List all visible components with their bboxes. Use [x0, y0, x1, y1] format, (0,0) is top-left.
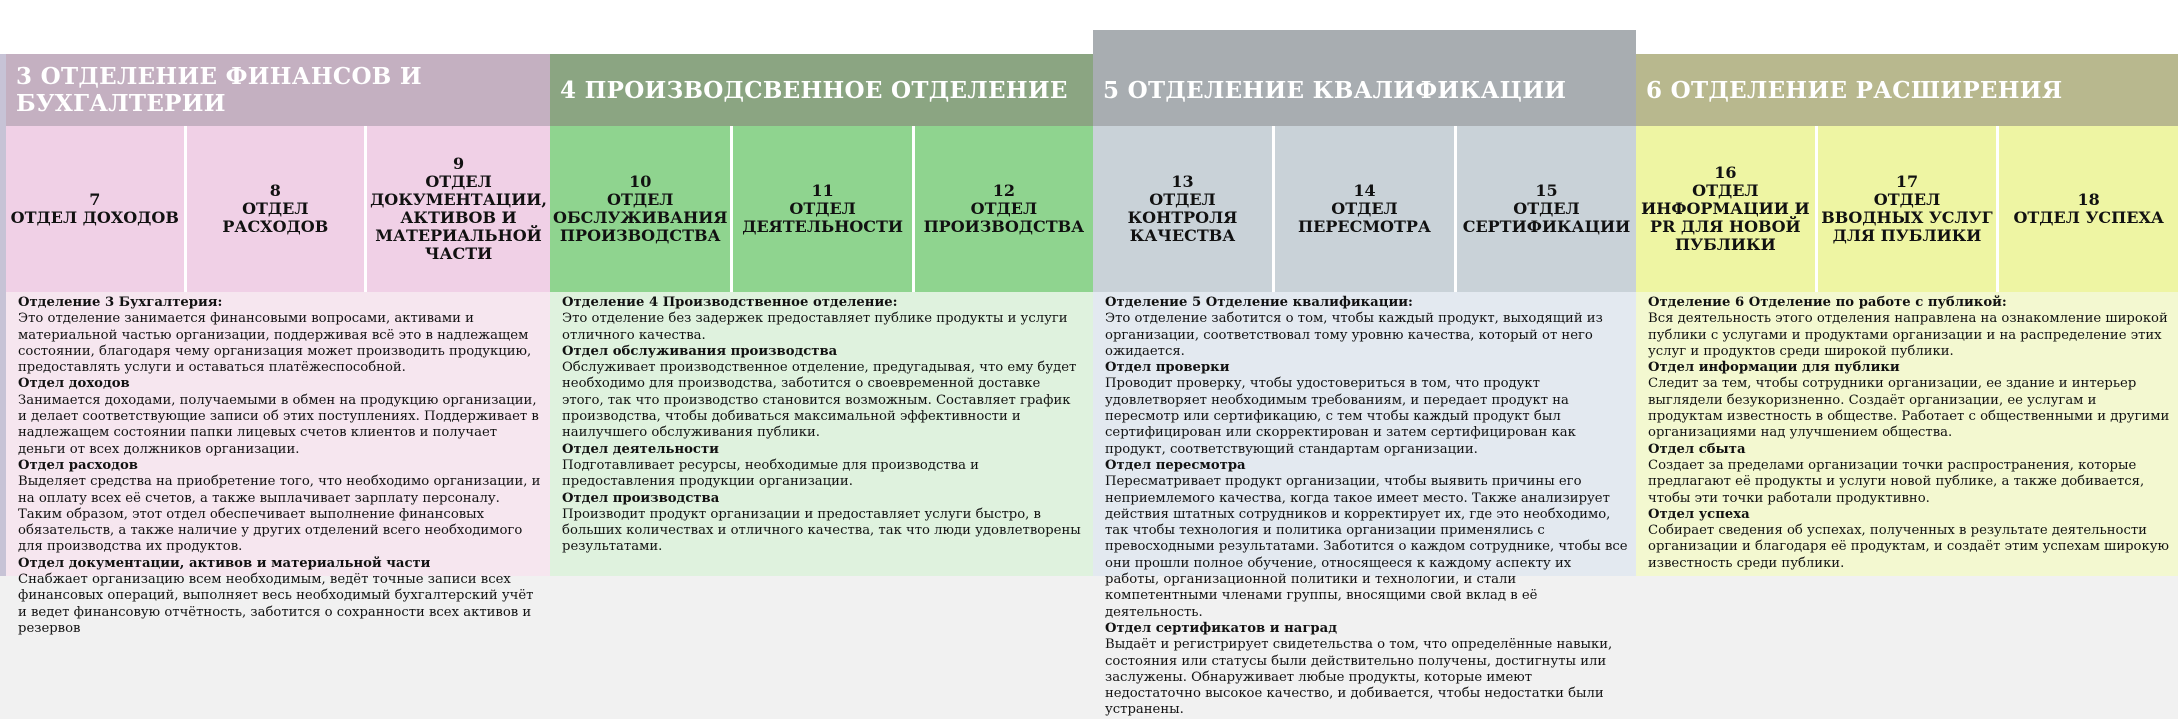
description-text: Это отделение без задержек предоставляет публике продукты и услуги отличного качества.: [562, 311, 1068, 343]
section-title: 4 ПРОИЗВОДСВЕННОЕ ОТДЕЛЕНИЕ: [550, 54, 1093, 126]
description-text: Снабжает организацию всем необходимым, ведёт точные записи всех финансовых операций, выполняет весь необходимый бухгалтерский учёт и ведет финансовую отчётность, заботится о сохранности всех активов и резервов: [18, 572, 534, 636]
description-text: Занимается доходами, получаемыми в обмен на продукцию организации, и делает соответствующие записи об этих поступлениях. Поддерживает в надлежащем состоянии папки лицевых счетов клиентов и получает деньги от всех должников организации.: [18, 392, 539, 457]
department-number: 13: [1171, 172, 1194, 191]
department-12: [915, 126, 1093, 292]
department-14: [1275, 126, 1457, 292]
department-number: 17: [1895, 172, 1919, 191]
department-name: ОТДЕЛ ДОХОДОВ: [10, 208, 179, 227]
description-heading: Отдел документации, активов и материальной части: [18, 555, 431, 571]
description-heading: Отдел сертификатов и наград: [1105, 620, 1337, 636]
description-heading: Отделение 6 Отделение по работе с публикой:: [1648, 295, 2007, 310]
department-row: [1093, 126, 1636, 292]
description-text: Проводит проверку, чтобы удостовериться в том, что продукт удовлетворяет необходимым требованиям, и передает продукт на пересмотр или сертификацию, с тем чтобы каждый продукт был сертифицирован или скорректирован и затем сертифицирован как продукт, соответствующий стандартам организации.: [1105, 376, 1576, 457]
description-text: Это отделение занимается финансовыми вопросами, активами и материальной частью организации, поддерживая всё это в надлежащем состоянии, благодаря чему организация может производить продукцию, предоставлять услуги и оставаться платёжеспособной.: [18, 311, 532, 376]
section-production: [550, 54, 1093, 576]
section-title: 5 ОТДЕЛЕНИЕ КВАЛИФИКАЦИИ: [1093, 30, 1636, 126]
section-description: [550, 292, 1093, 576]
section-description: [1636, 292, 2178, 576]
department-number: 9: [452, 154, 465, 173]
section-description: [1093, 292, 1636, 718]
department-number: 16: [1714, 163, 1737, 182]
department-name: ОТДЕЛ РАСХОДОВ: [222, 199, 329, 236]
description-text: Вся деятельность этого отделения направлена на ознакомление широкой публики с услугами и продуктами организации и на распределение этих услуг и продуктов среди широкой публики.: [1648, 311, 2168, 359]
description-heading: Отдел пересмотра: [1105, 457, 1246, 473]
department-row: [1636, 126, 2178, 292]
department-15: [1457, 126, 1636, 292]
department-number: 18: [2077, 190, 2100, 209]
department-name: ОТДЕЛ КОНТРОЛЯ КАЧЕСТВА: [1127, 190, 1238, 245]
department-name: ОТДЕЛ ДЕЯТЕЛЬНОСТИ: [742, 199, 904, 236]
description-text: Подготавливает ресурсы, необходимые для производства и предоставления продукции организации.: [562, 457, 979, 490]
department-number: 10: [629, 172, 652, 191]
department-8: [187, 126, 368, 292]
section-expansion: [1636, 54, 2178, 576]
department-7: [6, 126, 187, 292]
department-name: ОТДЕЛ ОБСЛУЖИВАНИЯ ПРОИЗВОДСТВА: [553, 190, 728, 245]
top-strip: [0, 0, 2178, 54]
department-10: [550, 126, 733, 292]
department-name: ОТДЕЛ ПЕРЕСМОТРА: [1298, 199, 1431, 236]
description-heading: Отдел успеха: [1648, 506, 1750, 522]
description-heading: Отдел деятельности: [562, 441, 719, 457]
description-text: Обслуживает производственное отделение, предугадывая, что ему будет необходимо для производства, заботится о своевременной доставке этого, так что производство становится возможным. Составляет график производства, чтобы добиваться максимальной эффективности и наилучшего обслуживания публики.: [562, 360, 1077, 441]
department-number: 12: [992, 181, 1016, 200]
section-title: 6 ОТДЕЛЕНИЕ РАСШИРЕНИЯ: [1636, 54, 2178, 126]
description-text: Следит за тем, чтобы сотрудники организации, ее здание и интерьер выглядели безукоризненно. Создаёт организации, ее услугам и продуктам известность в обществе. Работает с общественными и другими организациями над улучшением общества.: [1648, 376, 2170, 441]
department-number: 7: [89, 190, 101, 209]
department-row: [6, 126, 550, 292]
department-11: [733, 126, 914, 292]
department-number: 11: [811, 181, 834, 200]
department-number: 15: [1535, 181, 1558, 200]
department-name: ОТДЕЛ УСПЕХА: [2013, 208, 2164, 227]
description-heading: Отделение 4 Производственное отделение:: [562, 295, 898, 310]
description-text: Выделяет средства на приобретение того, что необходимо организации, и на оплату всех её счетов, а также выплачивает зарплату персоналу. Таким образом, этот отдел обеспечивает выполнение финансовых обязательств, а также наличие у других отделений всего необходимого для производства их продуктов.: [18, 474, 541, 555]
department-13: [1093, 126, 1275, 292]
department-name: ОТДЕЛ ДОКУМЕНТАЦИИ, АКТИВОВ И МАТЕРИАЛЬНОЙ ЧАСТИ: [370, 172, 547, 263]
department-name: ОТДЕЛ ВВОДНЫХ УСЛУГ ДЛЯ ПУБЛИКИ: [1821, 190, 1993, 245]
description-text: Выдаёт и регистрирует свидетельства о том, что определённые навыки, состояния или статусы были действительно получены, достигнуты или заслужены. Обнаруживает любые продукты, которые имеют недостаточно высокое качество, и добивается, чтобы недостатки были устранены.: [1105, 637, 1613, 718]
department-18: [1999, 126, 2178, 292]
description-text: Собирает сведения об успехах, полученных в результате деятельности организации и благодаря её продуктам, и создаёт этим успехам широкую известность среди публики.: [1648, 523, 2169, 571]
department-name: ОТДЕЛ СЕРТИФИКАЦИИ: [1462, 199, 1631, 236]
section-title: 3 ОТДЕЛЕНИЕ ФИНАНСОВ И БУХГАЛТЕРИИ: [6, 54, 550, 126]
description-heading: Отделение 3 Бухгалтерия:: [18, 295, 223, 310]
description-heading: Отдел расходов: [18, 457, 138, 473]
description-heading: Отдел информации для публики: [1648, 360, 1900, 376]
department-number: 14: [1353, 181, 1376, 200]
department-row: [550, 126, 1093, 292]
section-qualification: [1093, 54, 1636, 718]
department-number: 8: [269, 181, 281, 200]
description-heading: Отдел доходов: [18, 376, 130, 392]
description-heading: Отдел производства: [562, 490, 720, 506]
section-description: [6, 292, 550, 636]
description-heading: Отделение 5 Отделение квалификации:: [1105, 295, 1413, 310]
section-finance: [6, 54, 550, 636]
description-text: Создает за пределами организации точки распространения, которые предлагают её продукты и услуги новой публике, а также добивается, чтобы эти точки работали продуктивно.: [1648, 457, 2145, 506]
description-heading: Отдел обслуживания производства: [562, 343, 838, 359]
description-text: Производит продукт организации и предоставляет услуги быстро, в больших количествах и отличного качества, так что люди удовлетворены результатами.: [562, 506, 1081, 555]
description-text: Это отделение заботится о том, чтобы каждый продукт, выходящий из организации, соответствовал тому уровню качества, который от него ожидается.: [1105, 311, 1603, 359]
department-9: [367, 126, 550, 292]
department-name: ОТДЕЛ ПРОИЗВОДСТВА: [923, 199, 1085, 236]
department-name: ОТДЕЛ ИНФОРМАЦИИ И PR ДЛЯ НОВОЙ ПУБЛИКИ: [1641, 181, 1810, 254]
department-17: [1818, 126, 2000, 292]
description-heading: Отдел проверки: [1105, 360, 1230, 376]
department-16: [1636, 126, 1818, 292]
description-heading: Отдел сбыта: [1648, 441, 1746, 457]
description-text: Пересматривает продукт организации, чтобы выявить причины его неприемлемого качества, когда такое имеет место. Также анализирует действия штатных сотрудников и корректирует их, где это необходимо, так чтобы технология и политика организации применялись с превосходными результатами. Заботится о каждом сотруднике, чтобы все они прошли полное обучение, относящееся к каждому аспекту их работы, организационной политики и технологии, и стали компетентными членами группы, вносящими свой вклад в её деятельность.: [1105, 474, 1628, 620]
